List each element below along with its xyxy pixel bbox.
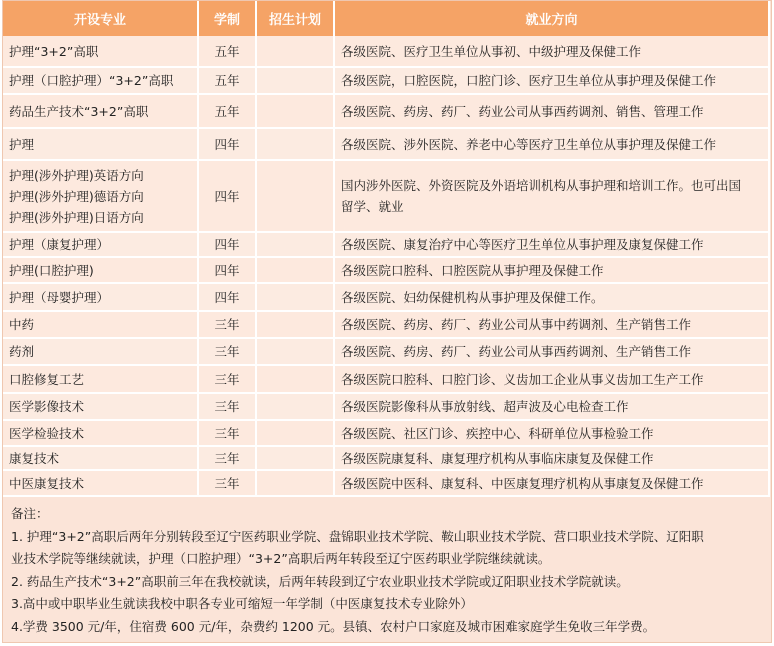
cell-major — [3, 128, 198, 160]
cell-career — [334, 283, 769, 311]
cell-years: 三年 — [198, 420, 256, 446]
cell-plan — [256, 283, 334, 311]
cell-plan — [256, 446, 334, 470]
cell-plan — [256, 338, 334, 365]
cell-years: 四年 — [198, 128, 256, 160]
cell-major — [3, 470, 198, 496]
majors-table — [3, 1, 770, 497]
cell-major — [3, 446, 198, 470]
cell-major — [3, 338, 198, 365]
major-line: 护理（口腔护理）“3+2”高职 — [9, 73, 174, 88]
cell-major — [3, 94, 198, 128]
enrollment-document — [2, 0, 772, 643]
table-row — [3, 365, 769, 393]
cell-years: 三年 — [198, 470, 256, 496]
cell-years: 三年 — [198, 338, 256, 365]
table-row — [3, 94, 769, 128]
cell-years: 四年 — [198, 160, 256, 232]
cell-career — [334, 36, 769, 67]
cell-career — [334, 160, 769, 232]
career-line: 各级医院、涉外医院、养老中心等医疗卫生单位从事护理及保健工作 — [341, 136, 717, 152]
cell-major — [3, 232, 198, 257]
cell-plan — [256, 393, 334, 420]
major-line: 药剂 — [9, 344, 35, 359]
cell-plan — [256, 67, 334, 94]
cell-plan — [256, 420, 334, 446]
note-line: 2. 药品生产技术“3+2”高职前三年在我校就读，后两年转段到辽宁农业职业技术学院或辽阳职业技术学院就读。 — [11, 573, 629, 589]
cell-major — [3, 393, 198, 420]
table-row — [3, 311, 769, 338]
table-header-row — [3, 1, 769, 36]
table-row — [3, 67, 769, 94]
career-line: 各级医院、妇幼保健机构从事护理及保健工作。 — [341, 289, 604, 305]
career-line: 各级医院、康复治疗中心等医疗卫生单位从事护理及康复保健工作 — [341, 237, 704, 252]
table-row — [3, 446, 769, 470]
cell-major — [3, 420, 198, 446]
cell-career — [334, 446, 769, 470]
career-line: 各级医院影像科从事放射线、超声波及心电检查工作 — [341, 399, 629, 414]
major-line: 口腔修复工艺 — [9, 371, 85, 387]
major-line: 医学影像技术 — [9, 399, 85, 414]
career-line: 各级医院口腔科、口腔门诊、义齿加工企业从事义齿加工生产工作 — [341, 371, 704, 387]
cell-career — [334, 420, 769, 446]
career-line: 各级医院口腔科、口腔医院从事护理及保健工作 — [341, 262, 604, 278]
major-line: 护理“3+2”高职 — [9, 43, 99, 59]
cell-plan — [256, 128, 334, 160]
cell-major — [3, 311, 198, 338]
cell-career — [334, 338, 769, 365]
career-line: 各级医院康复科、康复理疗机构从事临床康复及保健工作 — [341, 450, 654, 466]
cell-major — [3, 36, 198, 67]
career-line: 各级医院、医疗卫生单位从事初、中级护理及保健工作 — [341, 43, 642, 59]
major-line: 中医康复技术 — [9, 475, 85, 491]
cell-years: 三年 — [198, 365, 256, 393]
cell-plan — [256, 232, 334, 257]
major-line: 康复技术 — [9, 450, 60, 466]
table-row — [3, 128, 769, 160]
cell-years: 三年 — [198, 311, 256, 338]
cell-plan — [256, 94, 334, 128]
major-line: 中药 — [9, 317, 35, 332]
cell-plan — [256, 160, 334, 232]
cell-plan — [256, 36, 334, 67]
cell-years: 三年 — [198, 446, 256, 470]
cell-major — [3, 67, 198, 94]
notes-title: 备注： — [11, 506, 49, 521]
cell-years: 四年 — [198, 257, 256, 283]
career-line: 各级医院中医科、康复科、中医康复理疗机构从事康复及保健工作 — [341, 475, 704, 491]
cell-career — [334, 470, 769, 496]
career-line: 各级医院、药房、药厂、药业公司从事西药调剂、生产销售工作 — [341, 344, 692, 359]
cell-major — [3, 365, 198, 393]
cell-career — [334, 128, 769, 160]
header-years: 学制 — [198, 1, 256, 36]
cell-plan — [256, 257, 334, 283]
cell-plan — [256, 365, 334, 393]
major-line: 护理（母婴护理） — [9, 289, 110, 305]
major-line: 护理(涉外护理)英语方向 — [9, 167, 144, 183]
table-body — [3, 36, 769, 496]
table-row — [3, 338, 769, 365]
major-line: 护理(涉外护理)日语方向 — [9, 209, 144, 225]
header-plan: 招生计划 — [256, 1, 334, 36]
table-row — [3, 420, 769, 446]
cell-career — [334, 257, 769, 283]
major-line: 护理（康复护理） — [9, 237, 110, 252]
cell-career — [334, 67, 769, 94]
cell-career — [334, 365, 769, 393]
table-row — [3, 257, 769, 283]
table-row — [3, 232, 769, 257]
career-line: 留学、就业 — [341, 199, 404, 214]
table-row — [3, 470, 769, 496]
major-line: 护理(口腔护理) — [9, 262, 94, 278]
career-line: 各级医院，口腔医院，口腔门诊、医疗卫生单位从事护理及保健工作 — [341, 73, 717, 88]
cell-major — [3, 160, 198, 232]
cell-years: 五年 — [198, 67, 256, 94]
note-line: 业技术学院等继续就读，护理（口腔护理）“3+2”高职后两年转段至辽宁医药职业学院继续就读。 — [11, 551, 551, 566]
career-line: 各级医院、社区门诊、疾控中心、科研单位从事检验工作 — [341, 425, 654, 441]
cell-plan — [256, 311, 334, 338]
note-line: 1. 护理“3+2”高职后两年分别转段至辽宁医药职业学院、盘锦职业技术学院、鞍山职业技术学院、营口职业技术学院、辽阳职 — [11, 528, 704, 544]
cell-career — [334, 311, 769, 338]
cell-years: 三年 — [198, 393, 256, 420]
table-row — [3, 160, 769, 232]
career-line: 各级医院、药房、药厂、药业公司从事中药调剂、生产销售工作 — [341, 317, 692, 332]
cell-career — [334, 232, 769, 257]
note-line: 4.学费 3500 元/年，住宿费 600 元/年，杂费约 1200 元。县镇、农村户口家庭及城市困难家庭学生免收三年学费。 — [11, 618, 656, 634]
career-line: 各级医院、药房、药厂、药业公司从事西药调剂、销售、管理工作 — [341, 103, 704, 119]
cell-years: 五年 — [198, 36, 256, 67]
table-row — [3, 36, 769, 67]
notes-section — [3, 497, 771, 638]
cell-years: 五年 — [198, 94, 256, 128]
major-line: 护理 — [9, 136, 35, 152]
table-row — [3, 393, 769, 420]
cell-career — [334, 94, 769, 128]
major-line: 医学检验技术 — [9, 425, 85, 441]
table-row — [3, 283, 769, 311]
cell-plan — [256, 470, 334, 496]
cell-years: 四年 — [198, 232, 256, 257]
cell-major — [3, 257, 198, 283]
cell-years: 四年 — [198, 283, 256, 311]
cell-major — [3, 283, 198, 311]
career-line: 国内涉外医院、外资医院及外语培训机构从事护理和培训工作。也可出国 — [341, 178, 742, 193]
cell-career — [334, 393, 769, 420]
header-major: 开设专业 — [3, 1, 198, 36]
note-line: 3.高中或中职毕业生就读我校中职各专业可缩短一年学制（中医康复技术专业除外） — [11, 596, 473, 611]
header-career: 就业方向 — [334, 1, 769, 36]
major-line: 护理(涉外护理)德语方向 — [9, 188, 144, 204]
major-line: 药品生产技术“3+2”高职 — [9, 103, 149, 119]
